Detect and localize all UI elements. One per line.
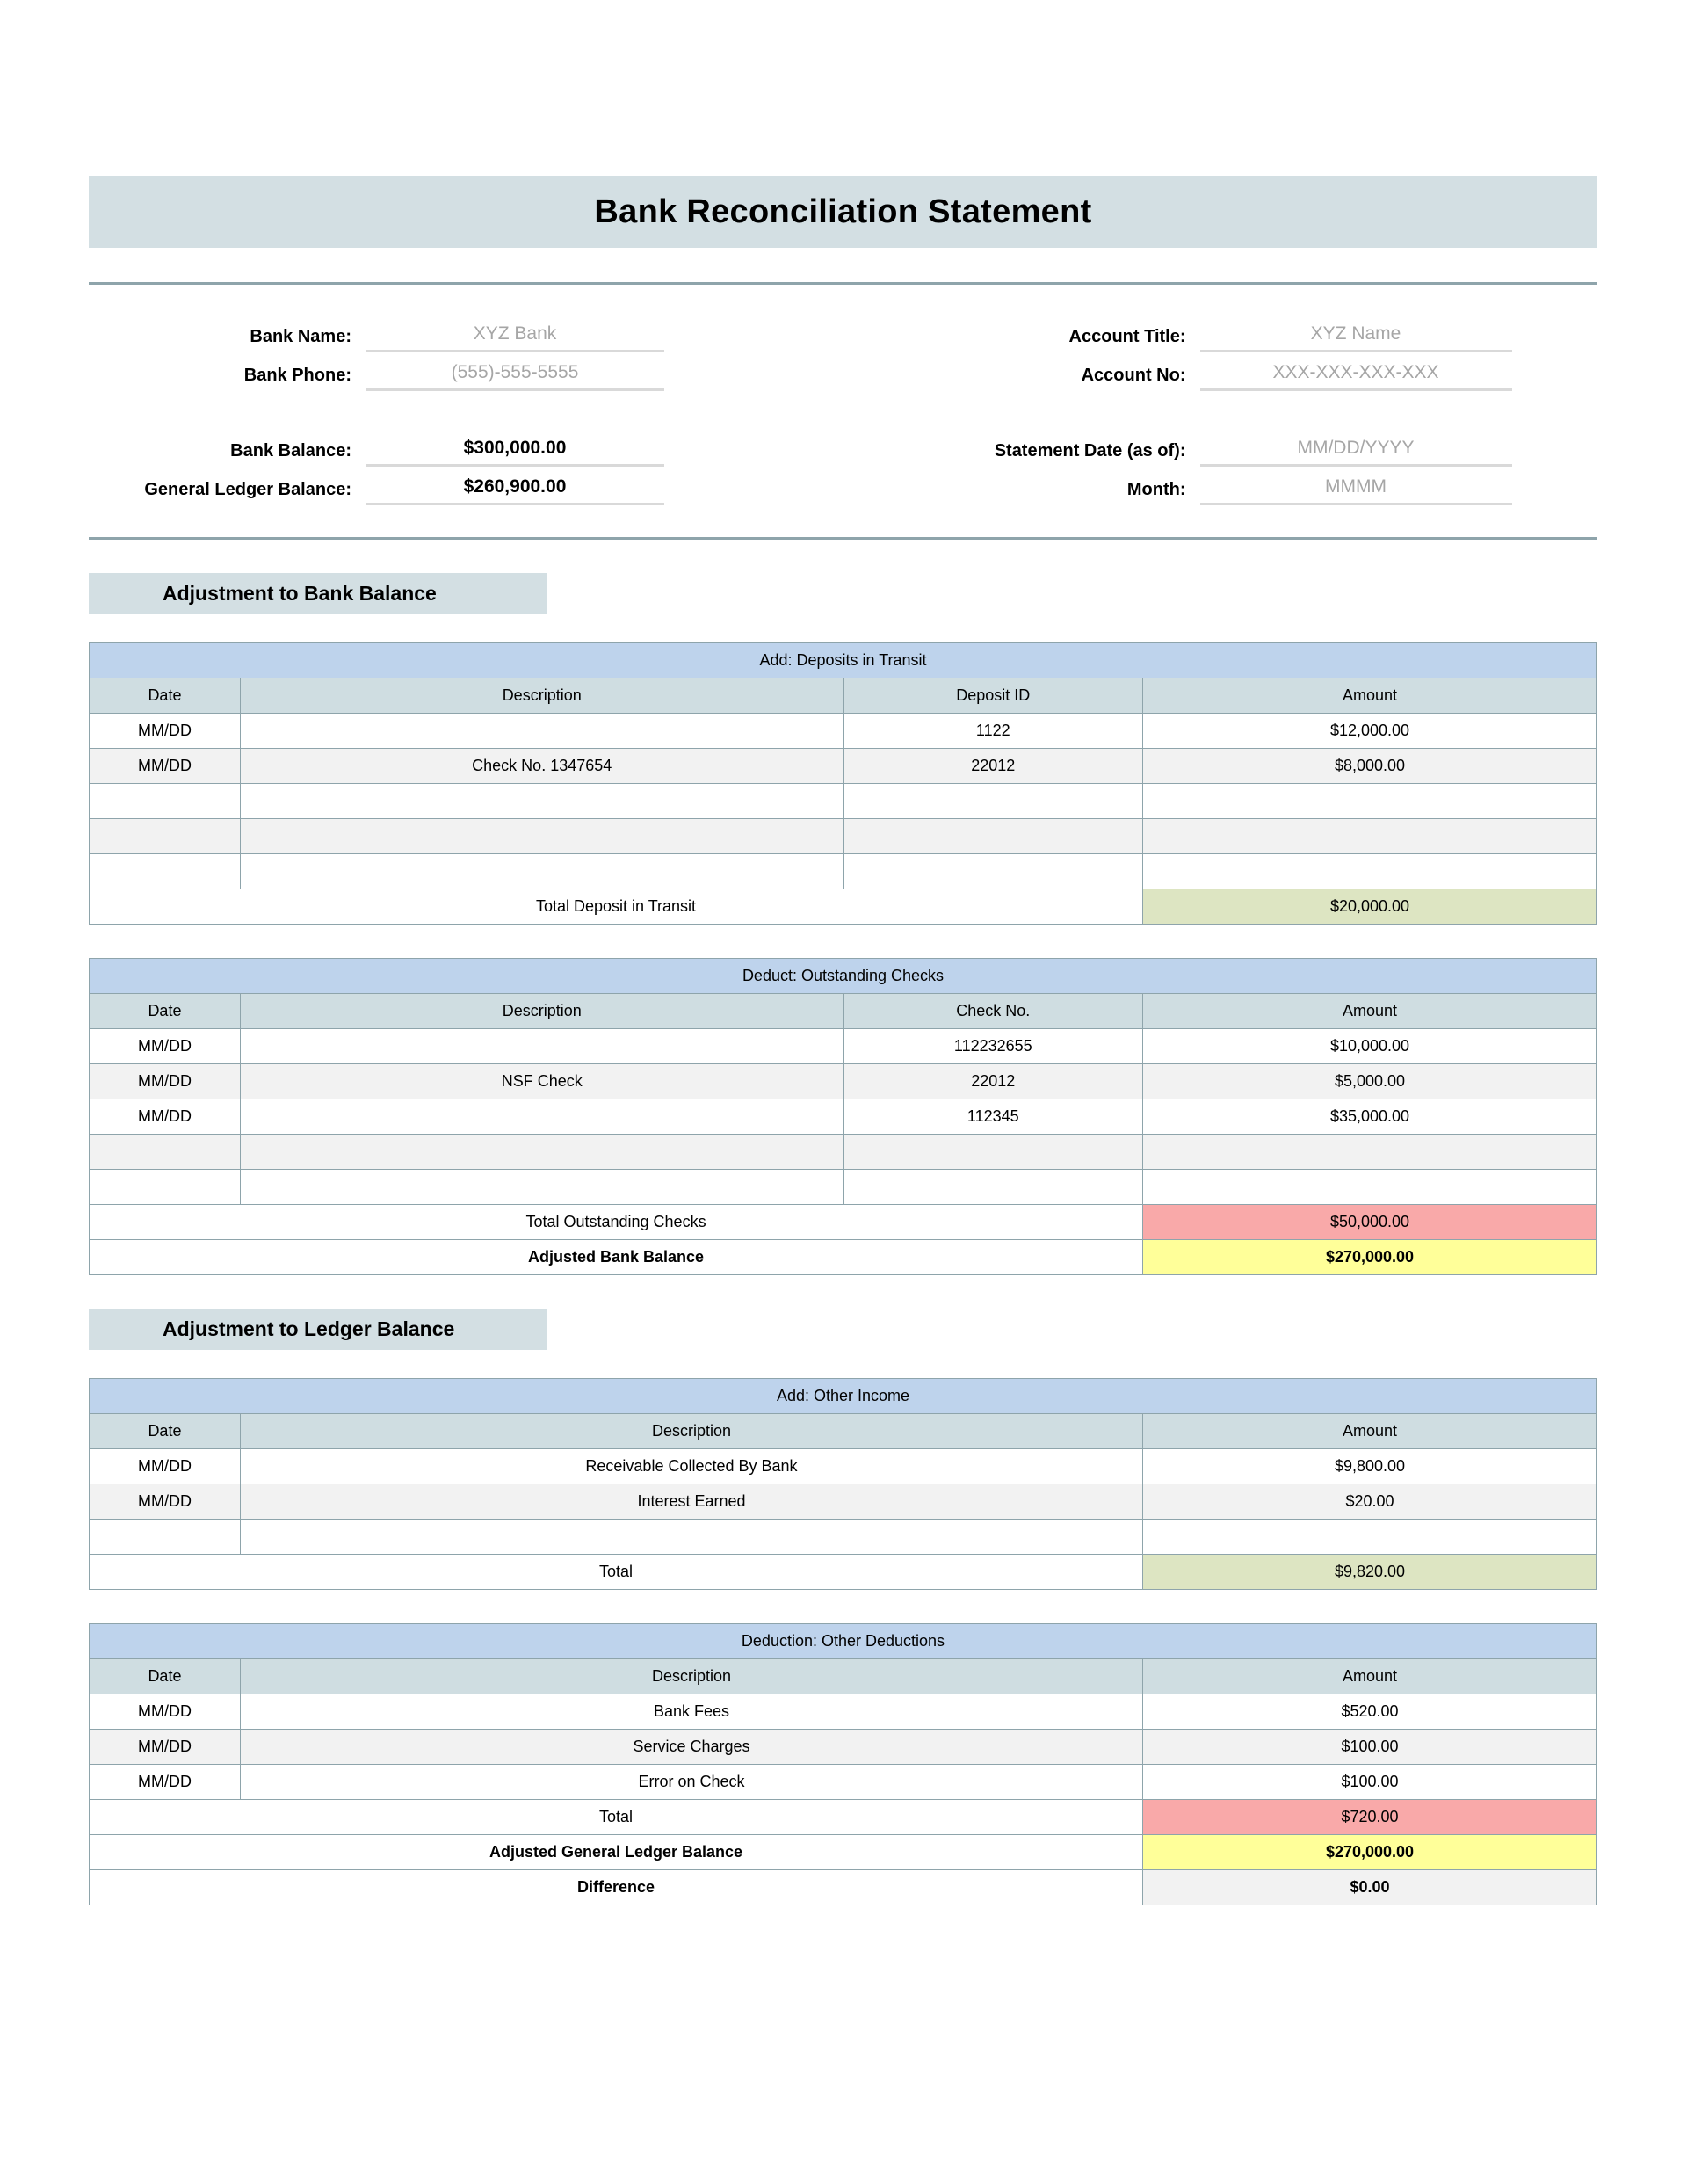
- table-band-label-outstanding-checks: Deduct: Outstanding Checks: [90, 959, 1597, 994]
- cell-description[interactable]: [240, 714, 844, 749]
- field-label-bank-name: Bank Name:: [250, 327, 351, 346]
- field-value-bank-name[interactable]: XYZ Bank: [366, 323, 664, 352]
- statement-sheet: [89, 0, 1597, 1905]
- column-header-check-no: Check No.: [844, 994, 1143, 1029]
- column-header-date: Date: [90, 678, 241, 714]
- difference-label: Difference: [90, 1870, 1143, 1905]
- field-bank-name: [89, 314, 844, 352]
- table-row[interactable]: [90, 1064, 1597, 1099]
- total-label-outstanding-checks: Total Outstanding Checks: [90, 1205, 1143, 1240]
- cell-amount[interactable]: [1143, 819, 1597, 854]
- table-other-deductions: [89, 1623, 1597, 1905]
- header-form: [89, 314, 1597, 505]
- cell-amount[interactable]: [1143, 1520, 1597, 1555]
- column-header-deposit-id: Deposit ID: [844, 678, 1143, 714]
- column-header-description: Description: [240, 994, 844, 1029]
- cell-check-no[interactable]: 112232655: [844, 1029, 1143, 1064]
- adjusted-general-ledger-balance-amount: $270,000.00: [1143, 1835, 1597, 1870]
- header-form-right-column: [844, 314, 1598, 505]
- table-row[interactable]: [90, 1730, 1597, 1765]
- adjusted-general-ledger-balance-label: Adjusted General Ledger Balance: [90, 1835, 1143, 1870]
- table-row[interactable]: [90, 1099, 1597, 1135]
- cell-description[interactable]: [240, 1099, 844, 1135]
- cell-description[interactable]: [240, 854, 844, 889]
- cell-date[interactable]: [90, 784, 241, 819]
- cell-description[interactable]: Check No. 1347654: [240, 749, 844, 784]
- field-bank-phone: [89, 352, 844, 391]
- field-value-account-no[interactable]: XXX-XXX-XXX-XXX: [1200, 362, 1512, 391]
- total-label-deposits: Total Deposit in Transit: [90, 889, 1143, 925]
- field-value-bank-balance[interactable]: $300,000.00: [366, 438, 664, 467]
- table-row[interactable]: [90, 1135, 1597, 1170]
- total-amount-other-income: $9,820.00: [1143, 1555, 1597, 1590]
- table-row[interactable]: [90, 1520, 1597, 1555]
- table-header-row-deposits: [90, 678, 1597, 714]
- field-label-bank-phone: Bank Phone:: [243, 366, 351, 385]
- cell-amount[interactable]: [1143, 1170, 1597, 1205]
- total-row-other-income: [90, 1555, 1597, 1590]
- cell-check-no[interactable]: [844, 1135, 1143, 1170]
- cell-date[interactable]: [90, 1135, 241, 1170]
- adjusted-bank-balance-row: [90, 1240, 1597, 1275]
- cell-deposit-id[interactable]: [844, 819, 1143, 854]
- cell-date[interactable]: MM/DD: [90, 1064, 241, 1099]
- table-outstanding-checks: [89, 958, 1597, 1275]
- field-account-no: [928, 352, 1598, 391]
- difference-amount: $0.00: [1143, 1870, 1597, 1905]
- cell-date[interactable]: [90, 1170, 241, 1205]
- table-band-label-other-income: Add: Other Income: [90, 1379, 1597, 1414]
- field-value-account-title[interactable]: XYZ Name: [1200, 323, 1512, 352]
- table-row[interactable]: [90, 819, 1597, 854]
- field-value-general-ledger-balance[interactable]: $260,900.00: [366, 476, 664, 505]
- cell-check-no[interactable]: 22012: [844, 1064, 1143, 1099]
- cell-date[interactable]: MM/DD: [90, 1449, 241, 1484]
- difference-row: [90, 1870, 1597, 1905]
- column-header-description: Description: [240, 1659, 1142, 1694]
- cell-description[interactable]: [240, 1520, 1142, 1555]
- column-header-description: Description: [240, 678, 844, 714]
- field-value-bank-phone[interactable]: (555)-555-5555: [366, 362, 664, 391]
- table-band-label-deposits: Add: Deposits in Transit: [90, 643, 1597, 678]
- table-row[interactable]: [90, 1484, 1597, 1520]
- page-title: Bank Reconciliation Statement: [594, 192, 1092, 230]
- field-label-statement-date: Statement Date (as of):: [994, 441, 1186, 461]
- header-form-left-column: [89, 314, 844, 505]
- cell-description[interactable]: Interest Earned: [240, 1484, 1142, 1520]
- field-statement-date: [928, 428, 1598, 467]
- table-deposits-in-transit: [89, 642, 1597, 925]
- column-header-amount: Amount: [1143, 994, 1597, 1029]
- table-header-row-outstanding-checks: [90, 994, 1597, 1029]
- field-label-general-ledger-balance: General Ledger Balance:: [144, 480, 351, 499]
- column-header-amount: Amount: [1143, 1414, 1597, 1449]
- field-account-title: [928, 314, 1598, 352]
- field-label-account-title: Account Title:: [1068, 327, 1186, 346]
- cell-date[interactable]: MM/DD: [90, 1730, 241, 1765]
- column-header-description: Description: [240, 1414, 1142, 1449]
- cell-amount[interactable]: $10,000.00: [1143, 1029, 1597, 1064]
- cell-date[interactable]: MM/DD: [90, 714, 241, 749]
- document-title-banner: [89, 176, 1597, 248]
- table-band-other-deductions: [90, 1624, 1597, 1659]
- column-header-amount: Amount: [1143, 678, 1597, 714]
- header-divider: [89, 537, 1597, 540]
- table-band-label-other-deductions: Deduction: Other Deductions: [90, 1624, 1597, 1659]
- cell-amount[interactable]: [1143, 784, 1597, 819]
- cell-amount[interactable]: $35,000.00: [1143, 1099, 1597, 1135]
- field-label-bank-balance: Bank Balance:: [230, 441, 351, 461]
- field-value-month[interactable]: MMMM: [1200, 476, 1512, 505]
- field-label-account-no: Account No:: [1081, 366, 1186, 385]
- section-heading-bank-balance: Adjustment to Bank Balance: [89, 573, 547, 614]
- cell-amount[interactable]: $100.00: [1143, 1730, 1597, 1765]
- cell-check-no[interactable]: [844, 1170, 1143, 1205]
- cell-amount[interactable]: $8,000.00: [1143, 749, 1597, 784]
- cell-date[interactable]: MM/DD: [90, 1765, 241, 1800]
- cell-amount[interactable]: [1143, 854, 1597, 889]
- table-band-deposits: [90, 643, 1597, 678]
- cell-deposit-id[interactable]: [844, 784, 1143, 819]
- total-label-other-income: Total: [90, 1555, 1143, 1590]
- table-row[interactable]: [90, 1029, 1597, 1064]
- cell-date[interactable]: MM/DD: [90, 1694, 241, 1730]
- section-heading-ledger-balance: Adjustment to Ledger Balance: [89, 1309, 547, 1350]
- cell-amount[interactable]: $100.00: [1143, 1765, 1597, 1800]
- table-header-row-other-deductions: [90, 1659, 1597, 1694]
- cell-amount[interactable]: $12,000.00: [1143, 714, 1597, 749]
- cell-date[interactable]: [90, 1520, 241, 1555]
- cell-date[interactable]: [90, 854, 241, 889]
- cell-date[interactable]: MM/DD: [90, 1029, 241, 1064]
- table-header-row-other-income: [90, 1414, 1597, 1449]
- cell-date[interactable]: MM/DD: [90, 1484, 241, 1520]
- cell-description[interactable]: Error on Check: [240, 1765, 1142, 1800]
- cell-description[interactable]: [240, 1029, 844, 1064]
- cell-date[interactable]: MM/DD: [90, 749, 241, 784]
- title-divider: [89, 282, 1597, 285]
- total-row-outstanding-checks: [90, 1205, 1597, 1240]
- field-month: [928, 467, 1598, 505]
- column-header-amount: Amount: [1143, 1659, 1597, 1694]
- total-amount-outstanding-checks: $50,000.00: [1143, 1205, 1597, 1240]
- cell-deposit-id[interactable]: 1122: [844, 714, 1143, 749]
- cell-amount[interactable]: $520.00: [1143, 1694, 1597, 1730]
- adjusted-general-ledger-balance-row: [90, 1835, 1597, 1870]
- cell-description[interactable]: Bank Fees: [240, 1694, 1142, 1730]
- table-row[interactable]: [90, 1170, 1597, 1205]
- cell-deposit-id[interactable]: [844, 854, 1143, 889]
- table-row[interactable]: [90, 854, 1597, 889]
- table-row[interactable]: [90, 749, 1597, 784]
- column-header-date: Date: [90, 994, 241, 1029]
- cell-amount[interactable]: $9,800.00: [1143, 1449, 1597, 1484]
- cell-date[interactable]: MM/DD: [90, 1099, 241, 1135]
- table-row[interactable]: [90, 714, 1597, 749]
- adjusted-bank-balance-amount: $270,000.00: [1143, 1240, 1597, 1275]
- cell-description[interactable]: Receivable Collected By Bank: [240, 1449, 1142, 1484]
- total-row-deposits: [90, 889, 1597, 925]
- table-row[interactable]: [90, 1449, 1597, 1484]
- column-header-date: Date: [90, 1414, 241, 1449]
- total-amount-other-deductions: $720.00: [1143, 1800, 1597, 1835]
- adjusted-bank-balance-label: Adjusted Bank Balance: [90, 1240, 1143, 1275]
- cell-description[interactable]: [240, 784, 844, 819]
- table-band-outstanding-checks: [90, 959, 1597, 994]
- table-other-income: [89, 1378, 1597, 1590]
- cell-description[interactable]: [240, 1170, 844, 1205]
- cell-amount[interactable]: $5,000.00: [1143, 1064, 1597, 1099]
- cell-deposit-id[interactable]: 22012: [844, 749, 1143, 784]
- cell-amount[interactable]: $20.00: [1143, 1484, 1597, 1520]
- cell-check-no[interactable]: 112345: [844, 1099, 1143, 1135]
- cell-description[interactable]: NSF Check: [240, 1064, 844, 1099]
- table-row[interactable]: [90, 1765, 1597, 1800]
- field-value-statement-date[interactable]: MM/DD/YYYY: [1200, 438, 1512, 467]
- total-amount-deposits: $20,000.00: [1143, 889, 1597, 925]
- total-row-other-deductions: [90, 1800, 1597, 1835]
- total-label-other-deductions: Total: [90, 1800, 1143, 1835]
- cell-description[interactable]: Service Charges: [240, 1730, 1142, 1765]
- cell-amount[interactable]: [1143, 1135, 1597, 1170]
- field-bank-balance: [89, 428, 844, 467]
- cell-description[interactable]: [240, 819, 844, 854]
- table-row[interactable]: [90, 784, 1597, 819]
- cell-description[interactable]: [240, 1135, 844, 1170]
- table-row[interactable]: [90, 1694, 1597, 1730]
- column-header-date: Date: [90, 1659, 241, 1694]
- field-general-ledger-balance: [89, 467, 844, 505]
- field-label-month: Month:: [1126, 480, 1186, 499]
- cell-date[interactable]: [90, 819, 241, 854]
- table-band-other-income: [90, 1379, 1597, 1414]
